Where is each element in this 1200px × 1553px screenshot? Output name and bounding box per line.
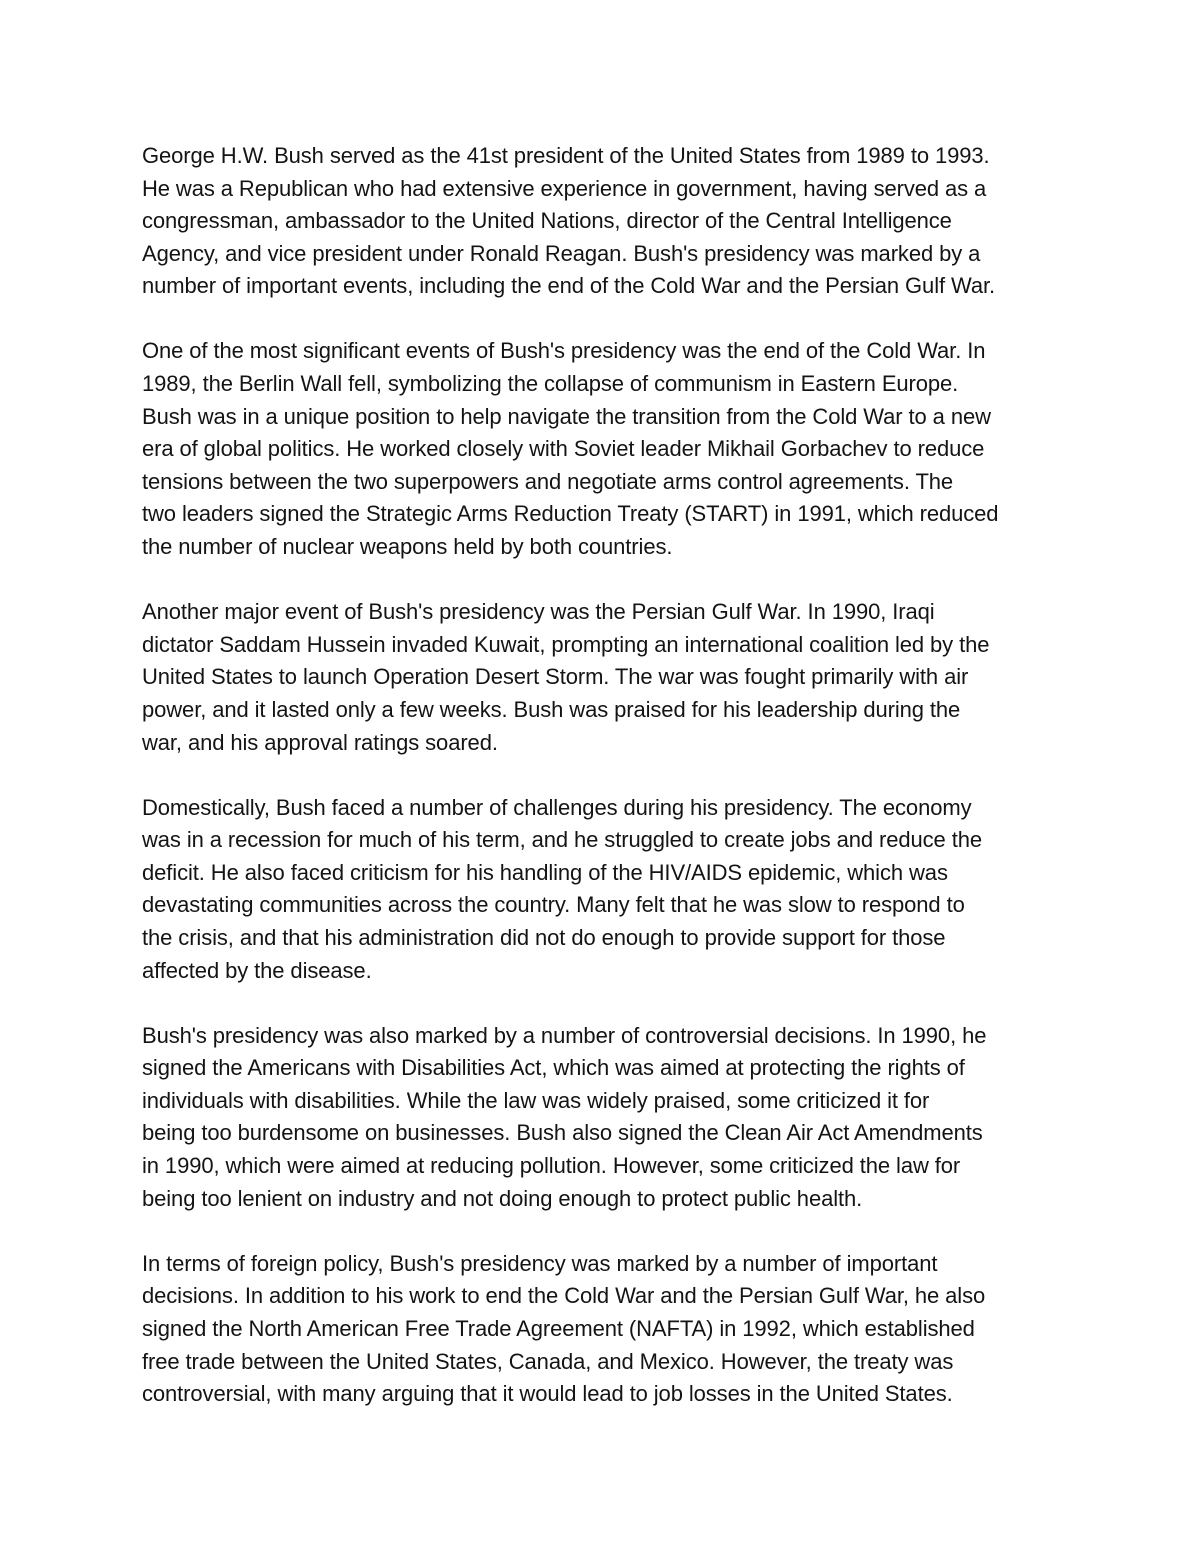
paragraph-line: devastating communities across the country. Many felt that he was slow to respond to: [142, 892, 965, 918]
paragraph-line: number of important events, including the end of the Cold War and the Persian Gulf War.: [142, 273, 996, 299]
paragraph-line: He was a Republican who had extensive experience in government, having served as a: [142, 175, 987, 201]
paragraph-line: One of the most significant events of Bush's presidency was the end of the Cold War. In: [142, 338, 986, 364]
paragraph-line: power, and it lasted only a few weeks. Bush was praised for his leadership during the: [142, 696, 961, 722]
paragraph-line: Bush was in a unique position to help navigate the transition from the Cold War to a new: [142, 403, 991, 429]
paragraph-line: tensions between the two superpowers and negotiate arms control agreements. The: [142, 468, 954, 494]
paragraph-line: 1989, the Berlin Wall fell, symbolizing the collapse of communism in Eastern Europe.: [142, 371, 959, 397]
paragraph-line: in 1990, which were aimed at reducing pollution. However, some criticized the law for: [142, 1153, 961, 1179]
paragraph: [142, 335, 1072, 563]
paragraph-line: free trade between the United States, Canada, and Mexico. However, the treaty was: [142, 1348, 954, 1374]
paragraph: [142, 140, 1072, 303]
paragraph-line: Domestically, Bush faced a number of challenges during his presidency. The economy: [142, 794, 972, 820]
paragraph-line: individuals with disabilities. While the law was widely praised, some criticized it for: [142, 1087, 930, 1113]
paragraph-line: the crisis, and that his administration did not do enough to provide support for those: [142, 924, 946, 950]
paragraph: [142, 596, 1072, 759]
paragraph-line: In terms of foreign policy, Bush's presidency was marked by a number of important: [142, 1250, 938, 1276]
paragraph-line: two leaders signed the Strategic Arms Reduction Treaty (START) in 1991, which reduced: [142, 501, 999, 527]
paragraph-line: being too lenient on industry and not doing enough to protect public health.: [142, 1185, 863, 1211]
paragraph-line: congressman, ambassador to the United Nations, director of the Central Intelligence: [142, 208, 952, 234]
paragraph-line: being too burdensome on businesses. Bush also signed the Clean Air Act Amendments: [142, 1120, 983, 1146]
paragraph-line: the number of nuclear weapons held by both countries.: [142, 534, 673, 560]
paragraph-line: war, and his approval ratings soared.: [142, 729, 498, 755]
paragraph-line: Bush's presidency was also marked by a number of controversial decisions. In 1990, he: [142, 1022, 987, 1048]
paragraph-line: signed the North American Free Trade Agreement (NAFTA) in 1992, which established: [142, 1315, 975, 1341]
paragraph-line: Agency, and vice president under Ronald Reagan. Bush's presidency was marked by a: [142, 240, 981, 266]
paragraph: [142, 1248, 1072, 1411]
paragraph-line: affected by the disease.: [142, 957, 372, 983]
paragraph-line: era of global politics. He worked closely with Soviet leader Mikhail Gorbachev to reduce: [142, 436, 985, 462]
paragraph-line: dictator Saddam Hussein invaded Kuwait, prompting an international coalition led by the: [142, 631, 990, 657]
paragraph-line: deficit. He also faced criticism for his handling of the HIV/AIDS epidemic, which was: [142, 859, 948, 885]
paragraph-line: decisions. In addition to his work to end the Cold War and the Persian Gulf War, he also: [142, 1283, 986, 1309]
document-body: [142, 140, 1072, 1443]
paragraph-line: signed the Americans with Disabilities Act, which was aimed at protecting the rights of: [142, 1055, 965, 1081]
paragraph-line: George H.W. Bush served as the 41st president of the United States from 1989 to 1993.: [142, 143, 990, 168]
paragraph-line: controversial, with many arguing that it would lead to job losses in the United States.: [142, 1381, 953, 1407]
paragraph: [142, 792, 1072, 988]
paragraph-line: Another major event of Bush's presidency was the Persian Gulf War. In 1990, Iraqi: [142, 599, 935, 625]
paragraph: [142, 1020, 1072, 1216]
paragraph-line: United States to launch Operation Desert Storm. The war was fought primarily with air: [142, 664, 969, 690]
paragraph-line: was in a recession for much of his term, and he struggled to create jobs and reduce the: [142, 827, 982, 853]
